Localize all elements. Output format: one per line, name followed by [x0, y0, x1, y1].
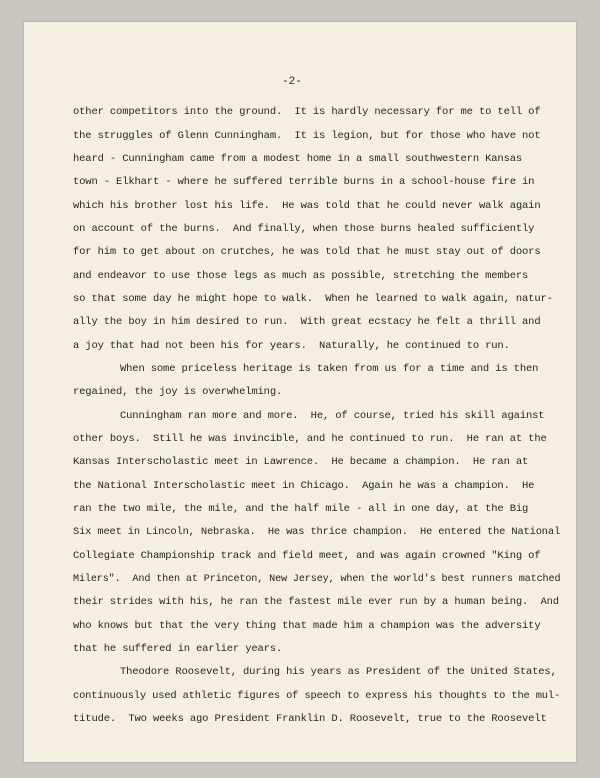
text-line: a joy that had not been his for years. Naturally, he continued to run. — [73, 340, 510, 352]
text-line: so that some day he might hope to walk. When he learned to walk again, natur- — [73, 293, 553, 305]
text-line: When some priceless heritage is taken from us for a time and is then — [120, 363, 539, 375]
text-line: the National Interscholastic meet in Chicago. Again he was a champion. He — [73, 480, 535, 492]
text-line: their strides with his, he ran the fastest mile ever run by a human being. And — [73, 596, 559, 608]
text-line: ran the two mile, the mile, and the half mile - all in one day, at the Big — [73, 503, 529, 515]
text-line: that he suffered in earlier years. — [73, 643, 283, 655]
text-line: and endeavor to use those legs as much as possible, stretching the members — [73, 270, 529, 282]
text-line: who knows but that the very thing that made him a champion was the adversity — [73, 620, 541, 632]
text-line: heard - Cunningham came from a modest home in a small southwestern Kansas — [73, 153, 523, 165]
text-line: continuously used athletic figures of speech to express his thoughts to the mul- — [73, 690, 561, 702]
text-line: on account of the burns. And finally, when those burns healed sufficiently — [73, 223, 535, 235]
text-line: titude. Two weeks ago President Franklin D. Roosevelt, true to the Roosevelt — [73, 713, 547, 725]
text-line: regained, the joy is overwhelming. — [73, 386, 283, 398]
page-number: -2- — [282, 76, 302, 88]
text-line: town - Elkhart - where he suffered terrible burns in a school-house fire in — [73, 176, 535, 188]
text-line: the struggles of Glenn Cunningham. It is legion, but for those who have not — [73, 130, 541, 142]
text-line: Six meet in Lincoln, Nebraska. He was thrice champion. He entered the National — [73, 526, 561, 538]
text-line: other boys. Still he was invincible, and he continued to run. He ran at the — [73, 433, 547, 445]
text-line: Milers". And then at Princeton, New Jersey, when the world's best runners matched — [73, 573, 561, 585]
text-line: ally the boy in him desired to run. With great ecstacy he felt a thrill and — [73, 316, 541, 328]
text-line: Cunningham ran more and more. He, of course, tried his skill against — [120, 410, 545, 422]
text-line: Collegiate Championship track and field meet, and was again crowned "King of — [73, 550, 541, 562]
text-line: for him to get about on crutches, he was told that he must stay out of doors — [73, 246, 541, 258]
text-line: which his brother lost his life. He was told that he could never walk again — [73, 200, 541, 212]
text-line: other competitors into the ground. It is hardly necessary for me to tell of — [73, 106, 541, 118]
text-line: Kansas Interscholastic meet in Lawrence. He became a champion. He ran at — [73, 456, 529, 468]
text-line: Theodore Roosevelt, during his years as President of the United States, — [120, 666, 557, 678]
